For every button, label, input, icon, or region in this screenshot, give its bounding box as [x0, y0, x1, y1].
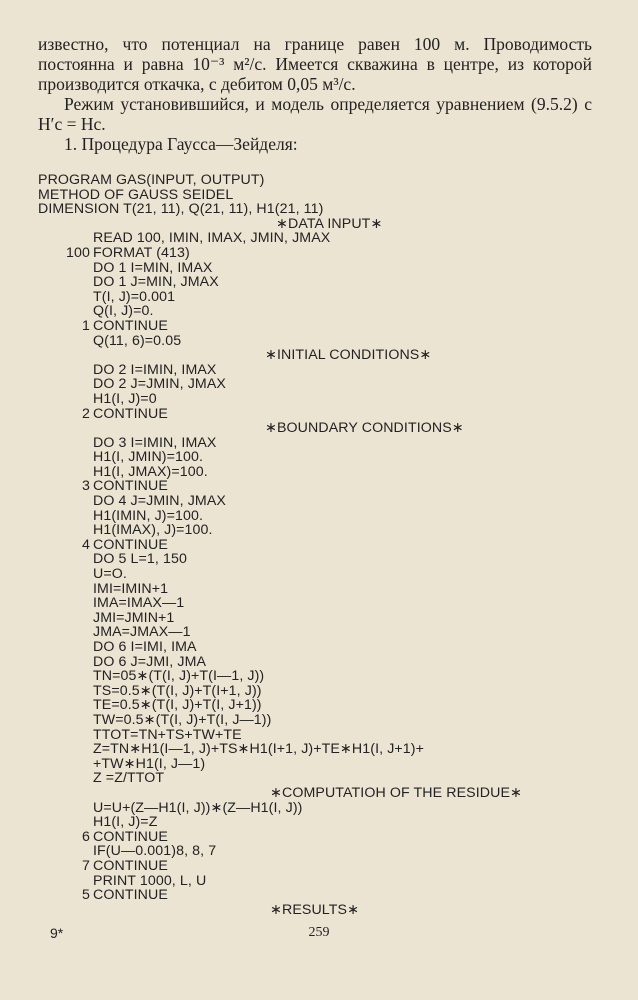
- code-line: [38, 377, 598, 392]
- code-line: [38, 465, 598, 480]
- code-text: JMI=JMIN+1: [93, 609, 175, 626]
- code-text: IMI=IMIN+1: [93, 580, 169, 597]
- code-text: DO 4 J=JMIN, JMAX: [93, 493, 226, 510]
- statement-label: 1: [82, 317, 90, 334]
- code-text: DO 3 I=IMIN, IMAX: [93, 434, 217, 451]
- code-line: [38, 319, 598, 334]
- code-line: [38, 742, 598, 757]
- code-line: [38, 231, 598, 246]
- code-line: [38, 363, 598, 378]
- code-text: CONTINUE: [93, 857, 168, 874]
- code-text: CONTINUE: [93, 887, 168, 904]
- code-text: Z=TN∗H1(I—1, J)+TS∗H1(I+1, J)+TE∗H1(I, J+1)+: [93, 741, 424, 758]
- code-line: [38, 669, 598, 684]
- code-line: [38, 509, 598, 524]
- paragraph-2: Режим установившийся, и модель определяется уравнением (9.5.2) с H′c = Hc.: [38, 94, 592, 134]
- code-line: [38, 713, 598, 728]
- code-text: PRINT 1000, L, U: [93, 872, 207, 889]
- code-line: [38, 261, 598, 276]
- statement-label: 3: [82, 478, 90, 495]
- code-text: T(I, J)=0.001: [93, 288, 176, 305]
- statement-label: 5: [82, 887, 90, 904]
- code-text: Q(11, 6)=0.05: [93, 332, 182, 349]
- code-line: [38, 830, 598, 845]
- code-line: [38, 407, 598, 422]
- code-text: TN=05∗(T(I, J)+T(I—1, J)): [93, 668, 265, 685]
- code-text: PROGRAM GAS(INPUT, OUTPUT): [38, 172, 265, 188]
- code-line: [38, 494, 598, 509]
- code-line: [38, 640, 598, 655]
- list-item-1: 1. Процедура Гаусса—Зейделя:: [64, 134, 298, 154]
- code-text: Q(I, J)=0.: [93, 303, 154, 320]
- code-text: METHOD OF GAUSS SEIDEL: [38, 186, 234, 203]
- code-line: [38, 582, 598, 597]
- code-line: [38, 450, 598, 465]
- code-text: CONTINUE: [93, 828, 168, 845]
- code-text: TE=0.5∗(T(I, J)+T(I, J+1)): [93, 697, 262, 714]
- paragraph-1: известно, что потенциал на границе равен 100 м. Проводимость постоянна и равна 10⁻³ м²/с. Имеется скважина в центре, из которой производится откачка, с дебитом 0,05 м³/с.: [38, 34, 592, 94]
- code-text: DO 6 I=IMI, IMA: [93, 639, 197, 655]
- code-text: ∗BOUNDARY CONDITIONS∗: [265, 420, 464, 437]
- section-comment: [38, 786, 598, 801]
- code-text: IF(U—0.001)8, 8, 7: [93, 843, 217, 860]
- statement-label: 100: [66, 244, 90, 261]
- code-text: TTOT=TN+TS+TW+TE: [93, 726, 242, 743]
- code-text: IMA=IMAX—1: [93, 595, 185, 612]
- code-text: DO 6 J=JMI, JMA: [93, 653, 207, 670]
- statement-label: 7: [82, 857, 90, 874]
- code-line: [38, 334, 598, 349]
- code-line: [38, 655, 598, 670]
- code-text: CONTINUE: [93, 536, 168, 553]
- code-line: [38, 859, 598, 874]
- code-line: [38, 684, 598, 699]
- code-text: +TW∗H1(I, J—1): [93, 755, 206, 772]
- code-text: DIMENSION T(21, 11), Q(21, 11), H1(21, 11): [38, 201, 324, 218]
- code-line: [38, 567, 598, 582]
- code-text: U=O.: [93, 566, 127, 583]
- code-text: READ 100, IMIN, IMAX, JMIN, JMAX: [93, 230, 331, 247]
- code-line: [38, 815, 598, 830]
- code-line: [38, 625, 598, 640]
- code-line: [38, 188, 598, 203]
- code-text: H1(I, JMIN)=100.: [93, 449, 204, 466]
- code-line: [38, 202, 598, 217]
- code-line: [38, 290, 598, 305]
- code-line: [38, 392, 598, 407]
- code-text: TS=0.5∗(T(I, J)+T(I+1, J)): [93, 682, 262, 699]
- code-text: FORMAT (413): [93, 244, 190, 261]
- code-text: CONTINUE: [93, 405, 168, 422]
- prose-block: [38, 34, 592, 154]
- code-text: ∗DATA INPUT∗: [276, 215, 383, 232]
- code-line: [38, 844, 598, 859]
- code-text: ∗INITIAL CONDITIONS∗: [265, 347, 432, 364]
- code-line: [38, 801, 598, 816]
- printer-signature: 9*: [50, 925, 64, 941]
- code-line: [38, 173, 598, 188]
- code-text: ∗COMPUTATIOH OF THE RESIDUE∗: [270, 784, 523, 801]
- code-text: H1(I, JMAX)=100.: [93, 463, 208, 480]
- code-text: DO 2 I=IMIN, IMAX: [93, 361, 217, 378]
- code-line: [38, 757, 598, 772]
- statement-label: 6: [82, 828, 90, 845]
- code-line: [38, 436, 598, 451]
- section-comment: [38, 421, 598, 436]
- code-line: [38, 611, 598, 626]
- code-text: DO 1 J=MIN, JMAX: [93, 274, 219, 291]
- code-line: [38, 728, 598, 743]
- code-text: CONTINUE: [93, 317, 168, 334]
- code-line: [38, 596, 598, 611]
- code-line: [38, 304, 598, 319]
- code-line: [38, 771, 598, 786]
- code-text: ∗RESULTS∗: [270, 901, 360, 918]
- program-listing: [38, 173, 598, 917]
- section-comment: [38, 348, 598, 363]
- code-line: [38, 552, 598, 567]
- code-text: U=U+(Z—H1(I, J))∗(Z—H1(I, J)): [93, 799, 303, 816]
- code-line: [38, 538, 598, 553]
- code-text: Z =Z/TTOT: [93, 770, 165, 787]
- code-text: JMA=JMAX—1: [93, 624, 191, 641]
- code-text: H1(IMIN, J)=100.: [93, 507, 204, 524]
- section-comment: [38, 903, 598, 918]
- code-text: TW=0.5∗(T(I, J)+T(I, J—1)): [93, 711, 272, 728]
- statement-label: 2: [82, 405, 90, 422]
- code-line: [38, 698, 598, 713]
- code-line: [38, 275, 598, 290]
- code-text: DO 1 I=MIN, IMAX: [93, 259, 213, 276]
- code-text: CONTINUE: [93, 478, 168, 495]
- code-text: H1(I, J)=Z: [93, 814, 158, 831]
- code-line: [38, 874, 598, 889]
- page-number: 259: [308, 925, 330, 940]
- code-text: DO 2 J=JMIN, JMAX: [93, 376, 226, 393]
- code-text: H1(I, J)=0: [93, 390, 157, 407]
- code-line: [38, 888, 598, 903]
- code-line: [38, 523, 598, 538]
- code-text: H1(IMAX), J)=100.: [93, 522, 213, 539]
- code-line: [38, 246, 598, 261]
- code-text: DO 5 L=1, 150: [93, 551, 187, 568]
- code-line: [38, 479, 598, 494]
- statement-label: 4: [82, 536, 90, 553]
- section-comment: [38, 217, 598, 232]
